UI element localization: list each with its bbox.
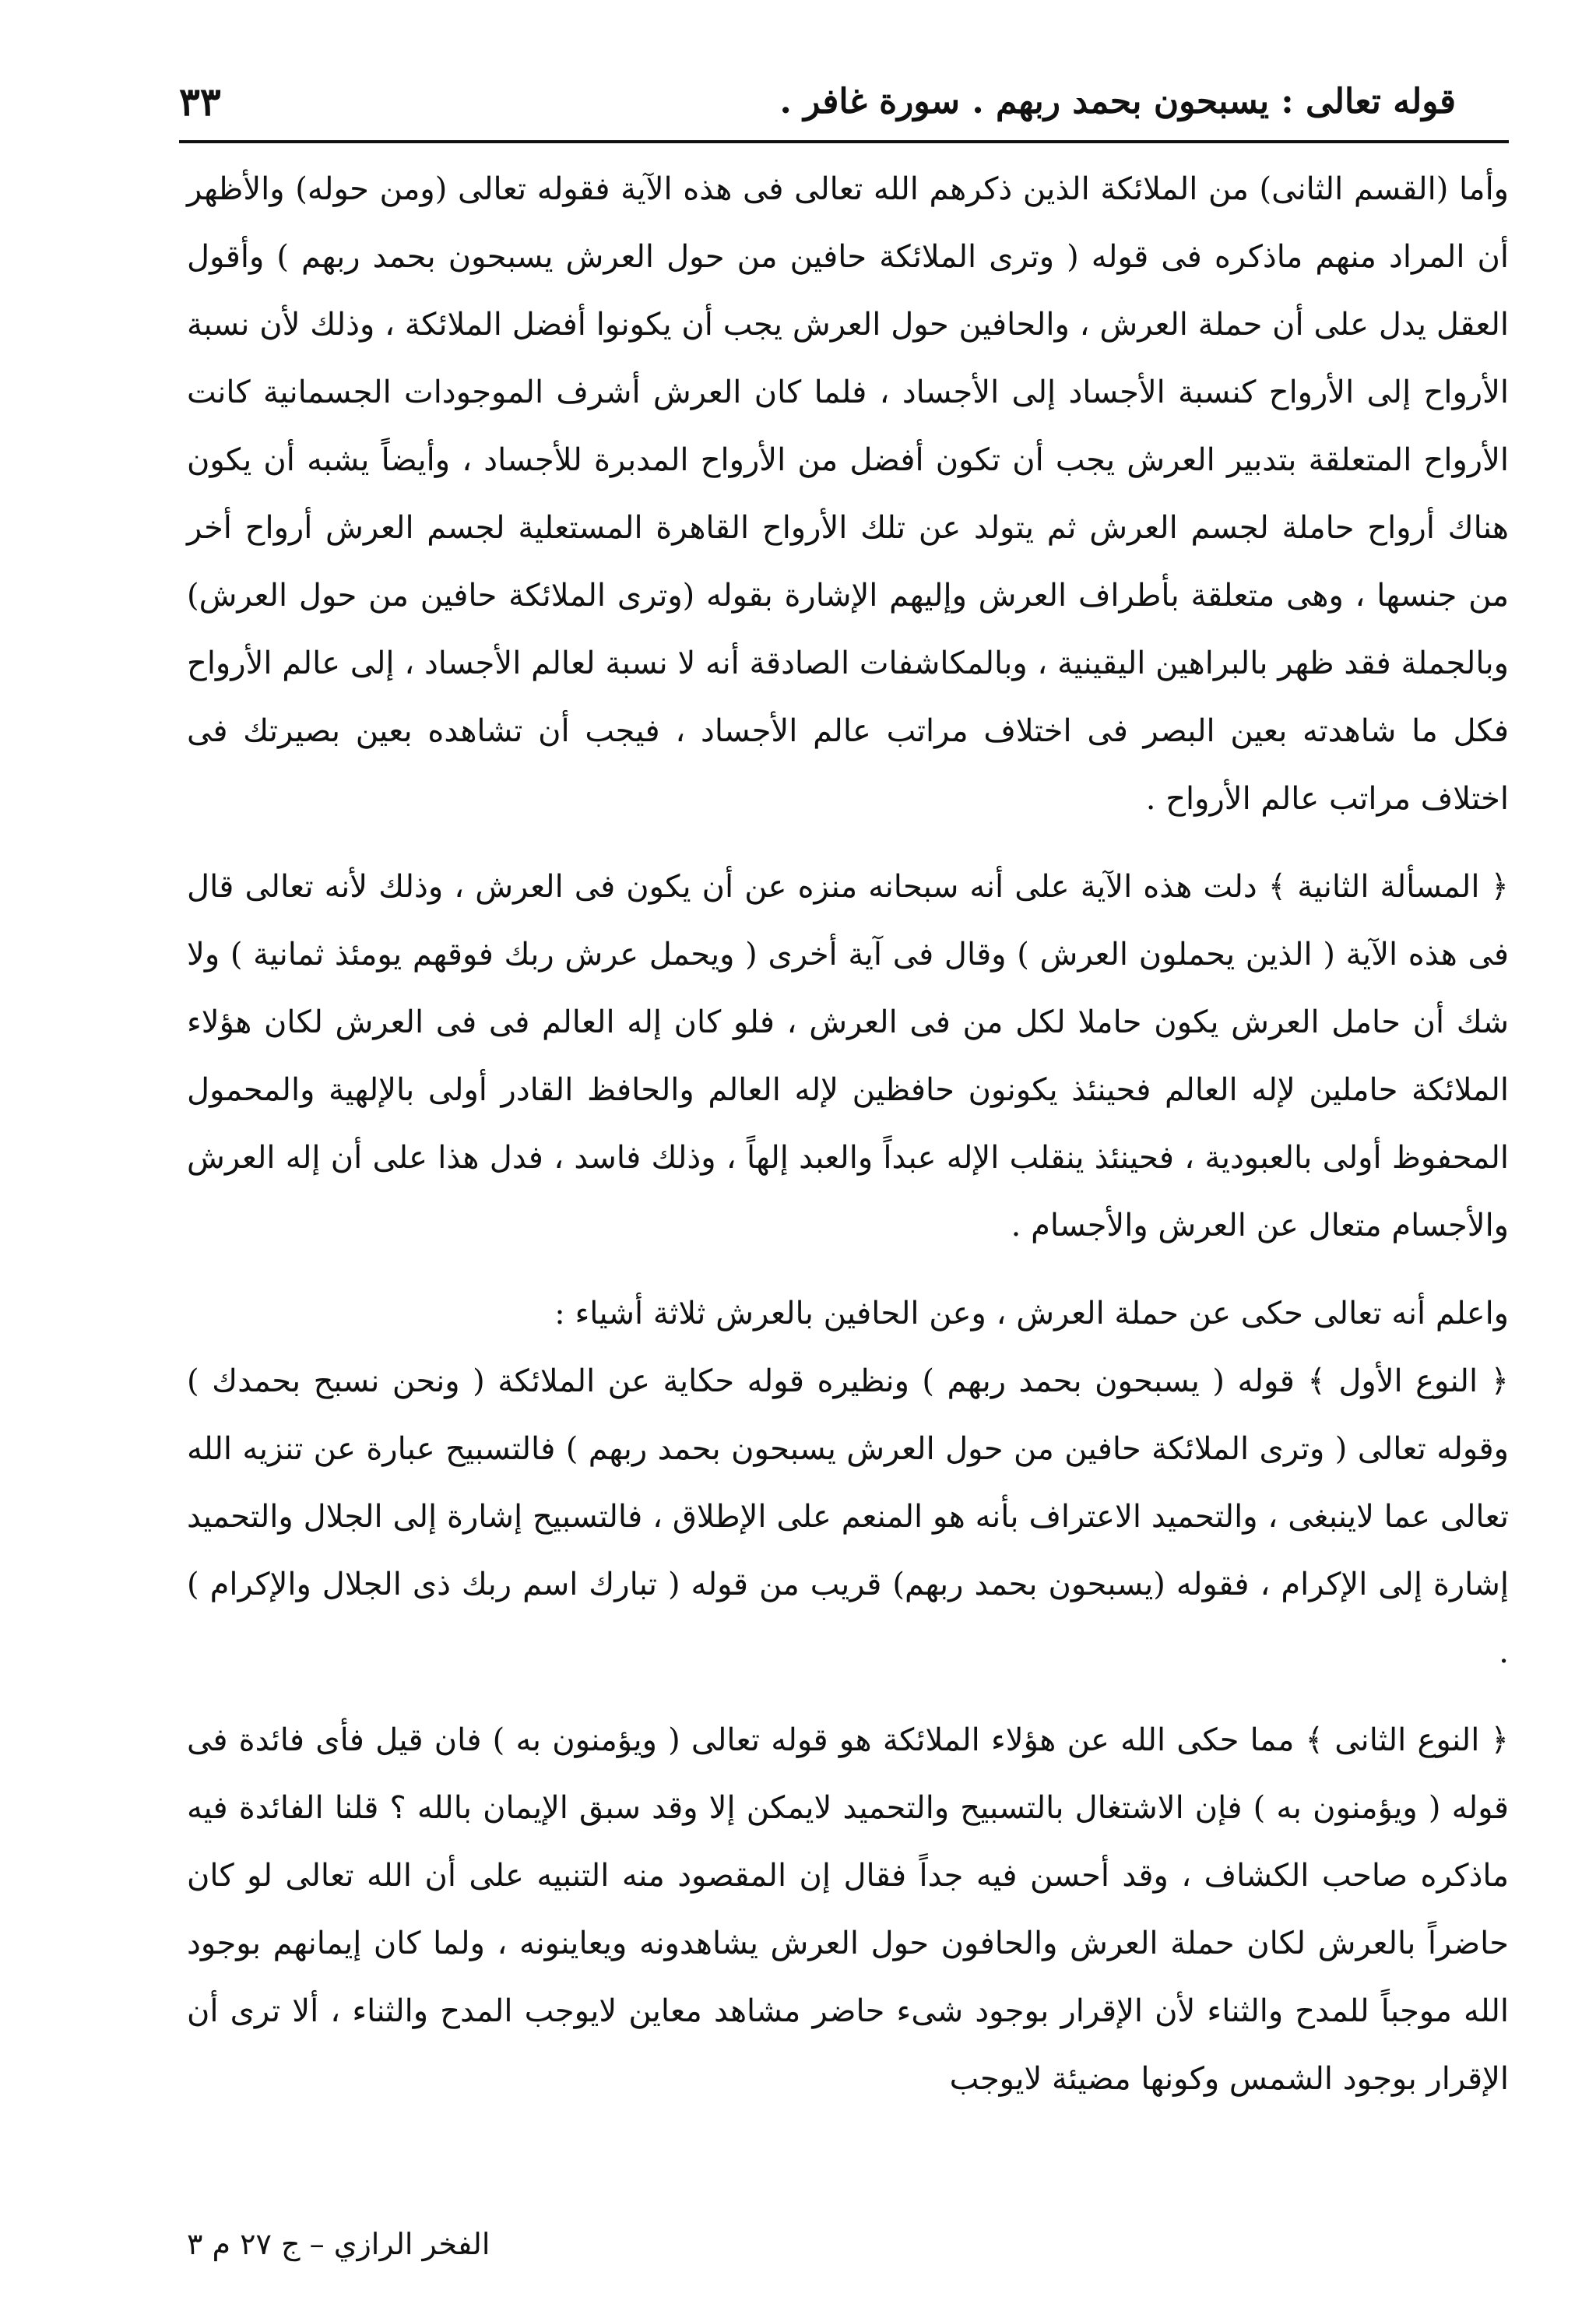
- main-text: [187, 156, 1509, 2113]
- paragraph-second-type: ﴿ النوع الثانى ﴾ مما حكى الله عن هؤلاء الملائكة هو قوله تعالى ( ويؤمنون به ) فان قيل فأى فائدة فى قوله ( ويؤمنون به ) فإن الاشتغال بالتسبيح والتحميد لايمكن إلا وقد سبق الإيمان بالله ؟ قلنا الفائدة فيه ماذكره صاحب الكشاف ، وقد أحسن فيه جداً فقال إن المقصود منه التنبيه على أن الله تعالى لو كان حاضراً بالعرش لكان حملة العرش والحافون حول العرش يشاهدونه ويعاينونه ، ولما كان إيمانهم بوجود الله موجباً للمدح والثناء لأن الإقرار بوجود شىء حاضر مشاهد معاين لايوجب المدح والثناء ، ألا ترى أن الإقرار بوجود الشمس وكونها مضيئة لايوجب: [187, 1722, 1509, 2097]
- paragraph-first-type: ﴿ النوع الأول ﴾ قوله ( يسبحون بحمد ربهم ) ونظيره قوله حكاية عن الملائكة ( ونحن نسبح بحمدك ) وقوله تعالى ( وترى الملائكة حافين من حول العرش يسبحون بحمد ربهم ) فالتسبيح عبارة عن تنزيه الله تعالى عما لاينبغى ، والتحميد الاعتراف بأنه هو المنعم على الإطلاق ، فالتسبيح إشارة إلى الجلال والتحميد إشارة إلى الإكرام ، فقوله (يسبحون بحمد ربهم) قريب من قوله ( تبارك اسم ربك ذى الجلال والإكرام ) .: [187, 1363, 1509, 1670]
- signature-mark: الفخر الرازي – ج ٢٧ م ٣: [187, 2227, 490, 2261]
- header-divider: [179, 140, 1509, 143]
- paragraph-second-issue: ﴿ المسألة الثانية ﴾ دلت هذه الآية على أنه سبحانه منزه عن أن يكون فى العرش ، وذلك لأنه تعالى قال فى هذه الآية ( الذين يحملون العرش ) وقال فى آية أخرى ( ويحمل عرش ربك فوقهم يومئذ ثمانية ) ولا شك أن حامل العرش يكون حاملا لكل من فى العرش ، فلو كان إله العالم فى فى العرش لكان هؤلاء الملائكة حاملين لإله العالم فحينئذ يكونون حافظين لإله العالم والحافظ القادر أولى بالإلهية والمحمول المحفوظ أولى بالعبودية ، فحينئذ ينقلب الإله عبداً والعبد إلهاً ، وذلك فاسد ، فدل هذا على أن إله العرش والأجسام متعال عن العرش والأجسام .: [187, 869, 1509, 1243]
- page-number: ٣٣: [179, 78, 221, 125]
- paragraph-angels-second-group: وأما (القسم الثانى) من الملائكة الذين ذكرهم الله تعالى فى هذه الآية فقوله تعالى (ومن حوله) والأظهر أن المراد منهم ماذكره فى قوله ( وترى الملائكة حافين من حول العرش يسبحون بحمد ربهم ) وأقول العقل يدل على أن حملة العرش ، والحافين حول العرش يجب أن يكونوا أفضل الملائكة ، وذلك لأن نسبة الأرواح إلى الأرواح كنسبة الأجساد إلى الأجساد ، فلما كان العرش أشرف الموجودات الجسمانية كانت الأرواح المتعلقة بتدبير العرش يجب أن تكون أفضل من الأرواح المدبرة للأجساد ، وأيضاً يشبه أن يكون هناك أرواح حاملة لجسم العرش ثم يتولد عن تلك الأرواح القاهرة المستعلية لجسم العرش أرواح أخر من جنسها ، وهى متعلقة بأطراف العرش وإليهم الإشارة بقوله (وترى الملائكة حافين من حول العرش) وبالجملة فقد ظهر بالبراهين اليقينية ، وبالمكاشفات الصادقة أنه لا نسبة لعالم الأجساد ، إلى عالم الأرواح فكل ما شاهدته بعين البصر فى اختلاف مراتب عالم الأجساد ، فيجب أن تشاهده بعين بصيرتك فى اختلاف مراتب عالم الأرواح .: [187, 171, 1509, 817]
- page-header: [179, 69, 1456, 134]
- running-title: قوله تعالى : يسبحون بحمد ربهم . سورة غافر .: [779, 81, 1456, 121]
- paragraph-three-things: واعلم أنه تعالى حكى عن حملة العرش ، وعن الحافين بالعرش ثلاثة أشياء :: [554, 1296, 1509, 1331]
